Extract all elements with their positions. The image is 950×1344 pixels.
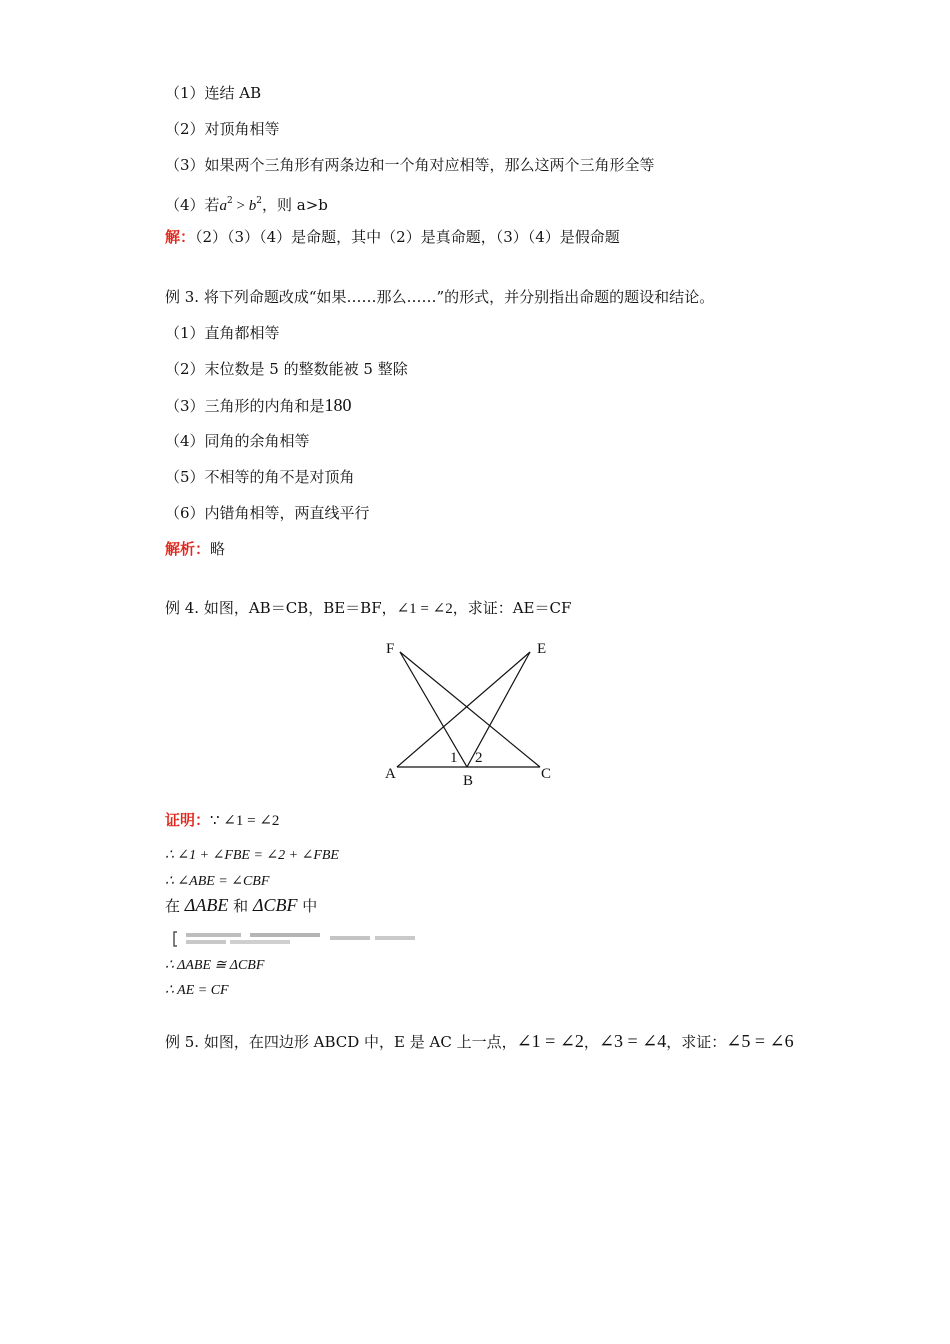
ex2-item-4 [165,191,328,216]
proof-in-triangles [165,895,317,916]
label-b: B [463,773,474,789]
ex4-title-prefix: 例 4. 如图，AB＝CB，BE＝BF， [165,599,397,617]
gt-sign: > [232,198,249,214]
segment-ae [397,652,530,767]
ex3-analysis [165,539,225,559]
proof-label: 证明： [165,811,211,829]
proof-because: ∵ ∠1 = ∠2 [210,813,280,829]
ex3-item-2: （2）末位数是 5 的整数能被 5 整除 [165,360,408,378]
analysis-text: 略 [210,540,226,558]
ex3-item-3 [165,395,352,416]
ex3-item-4: （4）同角的余角相等 [165,432,310,450]
ex5-title-prefix: 例 5. 如图，在四边形 ABCD 中，E 是 AC 上一点， [165,1033,517,1051]
ex4-title-math: ∠1 = ∠2 [396,601,453,617]
exp-b: 2 [256,196,262,206]
ex4-title [165,598,571,619]
ex5-title [165,1031,794,1052]
ex2-item-3: （3）如果两个三角形有两条边和一个角对应相等，那么这两个三角形全等 [165,156,655,174]
ex2-item-1: （1）连结 AB [165,84,262,102]
ex4-proof-start [165,810,279,831]
ex3-item-6: （6）内错角相等，两直线平行 [165,504,370,522]
ex2-solution [165,227,620,247]
ex4-figure [370,630,570,790]
analysis-label: 解析： [165,540,211,558]
ex5-math-2: ∠3 = ∠4 [598,1031,667,1051]
ex3-item-3-text: （3）三角形的内角和是 [165,397,325,415]
solution-text: （2）（3）（4）是命题，其中（2）是真命题，（3）（4）是假命题 [195,228,620,246]
ex3-item-5: （5）不相等的角不是对顶角 [165,468,355,486]
ex4-title-suffix: ，求证：AE＝CF [452,599,572,617]
angle-180: 180 [324,395,352,415]
label-angle-2: 2 [475,750,483,766]
ex3-item-1: （1）直角都相等 [165,324,280,342]
proof-line-2: ∴ ∠ABE = ∠CBF [165,874,270,889]
in-suffix: 中 [302,897,318,915]
ex5-mid: ，求证： [666,1033,727,1051]
var-b: b [248,198,257,214]
blurred-equation-system [170,930,420,948]
exp-a: 2 [227,196,233,206]
label-f: F [386,641,395,657]
conclusion-line-2: ∴ AE = CF [165,983,229,998]
label-e: E [537,641,547,657]
ex2-item-4-suffix: ，则 a>b [261,196,328,214]
proof-line-1: ∴ ∠1 + ∠FBE = ∠2 + ∠FBE [165,848,339,863]
ex3-title: 例 3. 将下列命题改成“如果……那么……”的形式，并分别指出命题的题设和结论。 [165,288,715,306]
ex5-math-1: ∠1 = ∠2 [516,1031,584,1051]
triangle-abe: ΔABE [184,895,229,915]
in-prefix: 在 [165,897,181,915]
conclusion-line-1: ∴ ΔABE ≅ ΔCBF [165,958,265,973]
label-angle-1: 1 [450,750,458,766]
var-a: a [219,198,228,214]
solution-label: 解： [165,228,196,246]
ex5-math-3: ∠5 = ∠6 [726,1031,794,1051]
ex5-sep: ， [583,1033,599,1051]
in-and: 和 [233,897,249,915]
label-a: A [385,766,396,782]
brace-icon [174,932,177,946]
ex2-item-4-prefix: （4）若 [165,196,220,214]
segment-fc [400,652,540,767]
triangle-cbf: ΔCBF [252,895,298,915]
ex2-item-2: （2）对顶角相等 [165,120,280,138]
label-c: C [541,766,552,782]
